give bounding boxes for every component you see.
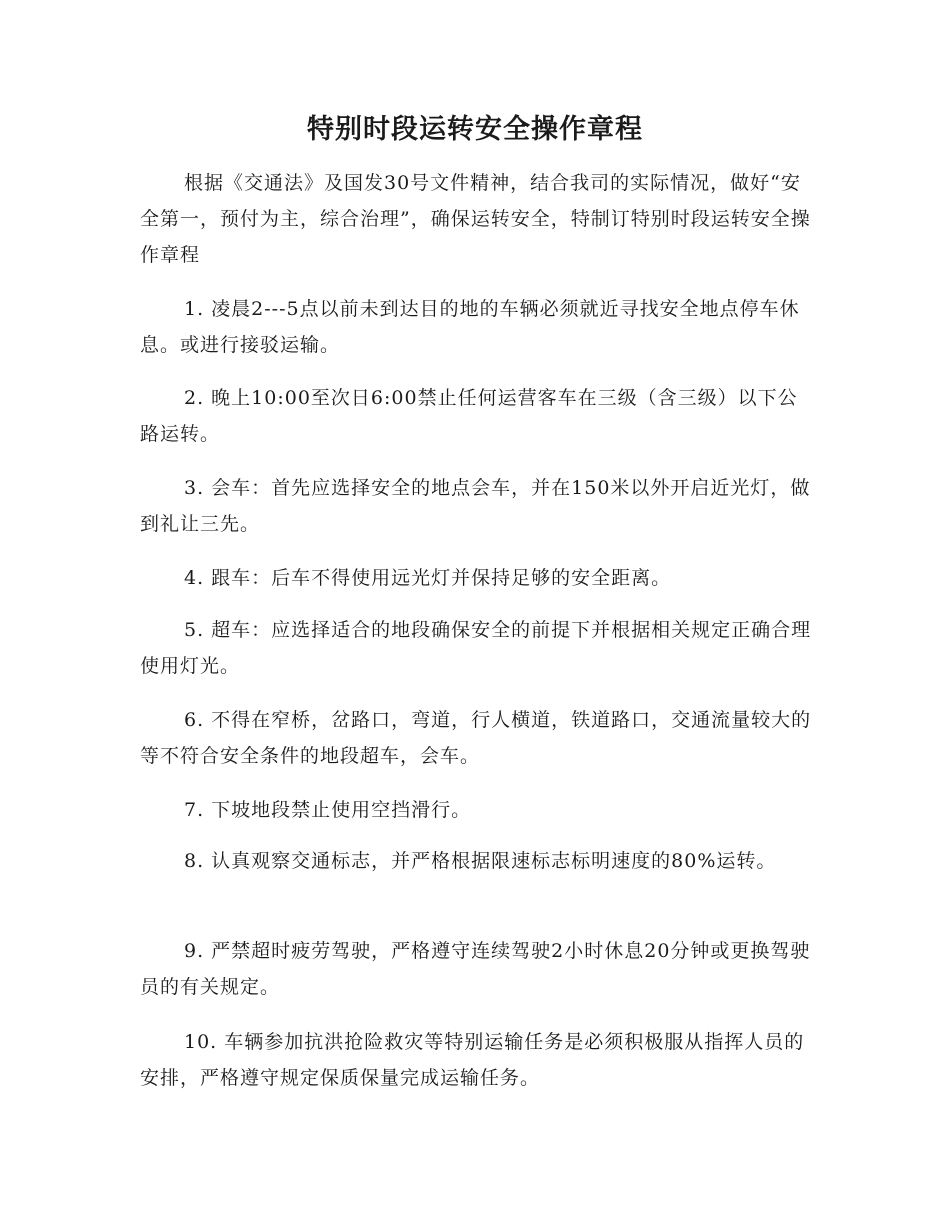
intro-paragraph: 根据《交通法》及国发30号文件精神，结合我司的实际情况，做好“安全第一，预付为主，综合治理”，确保运转安全，特制订特别时段运转安全操作章程 — [140, 172, 811, 266]
rule-item-5: 5. 超车：应选择适合的地段确保安全的前提下并根据相关规定正确合理使用灯光。 — [140, 619, 812, 677]
document-title: 特别时段运转安全操作章程 — [307, 114, 643, 145]
rule-item-3: 3. 会车：首先应选择安全的地点会车，并在150米以外开启近光灯，做到礼让三先。 — [140, 477, 811, 535]
rule-item-9: 9. 严禁超时疲劳驾驶，严格遵守连续驾驶2小时休息20分钟或更换驾驶员的有关规定。 — [140, 940, 811, 998]
rule-item-2: 2. 晚上10:00至次日6:00禁止任何运营客车在三级（含三级）以下公路运转。 — [140, 387, 798, 445]
rule-item-8: 8. 认真观察交通标志，并严格根据限速标志标明速度的80%运转。 — [184, 850, 777, 872]
rule-item-4: 4. 跟车：后车不得使用远光灯并保持足够的安全距离。 — [184, 567, 672, 589]
rule-item-10: 10. 车辆参加抗洪抢险救灾等特别运输任务是必须积极服从指挥人员的安排，严格遵守规定保质保量完成运输任务。 — [140, 1031, 805, 1089]
rule-item-1: 1. 凌晨2---5点以前未到达目的地的车辆必须就近寻找安全地点停车休息。或进行接驳运输。 — [140, 298, 800, 356]
rule-item-7: 7. 下坡地段禁止使用空挡滑行。 — [184, 799, 472, 821]
rule-item-6: 6. 不得在窄桥，岔路口，弯道，行人横道，铁道路口，交通流量较大的等不符合安全条件的地段超车，会车。 — [140, 709, 812, 767]
